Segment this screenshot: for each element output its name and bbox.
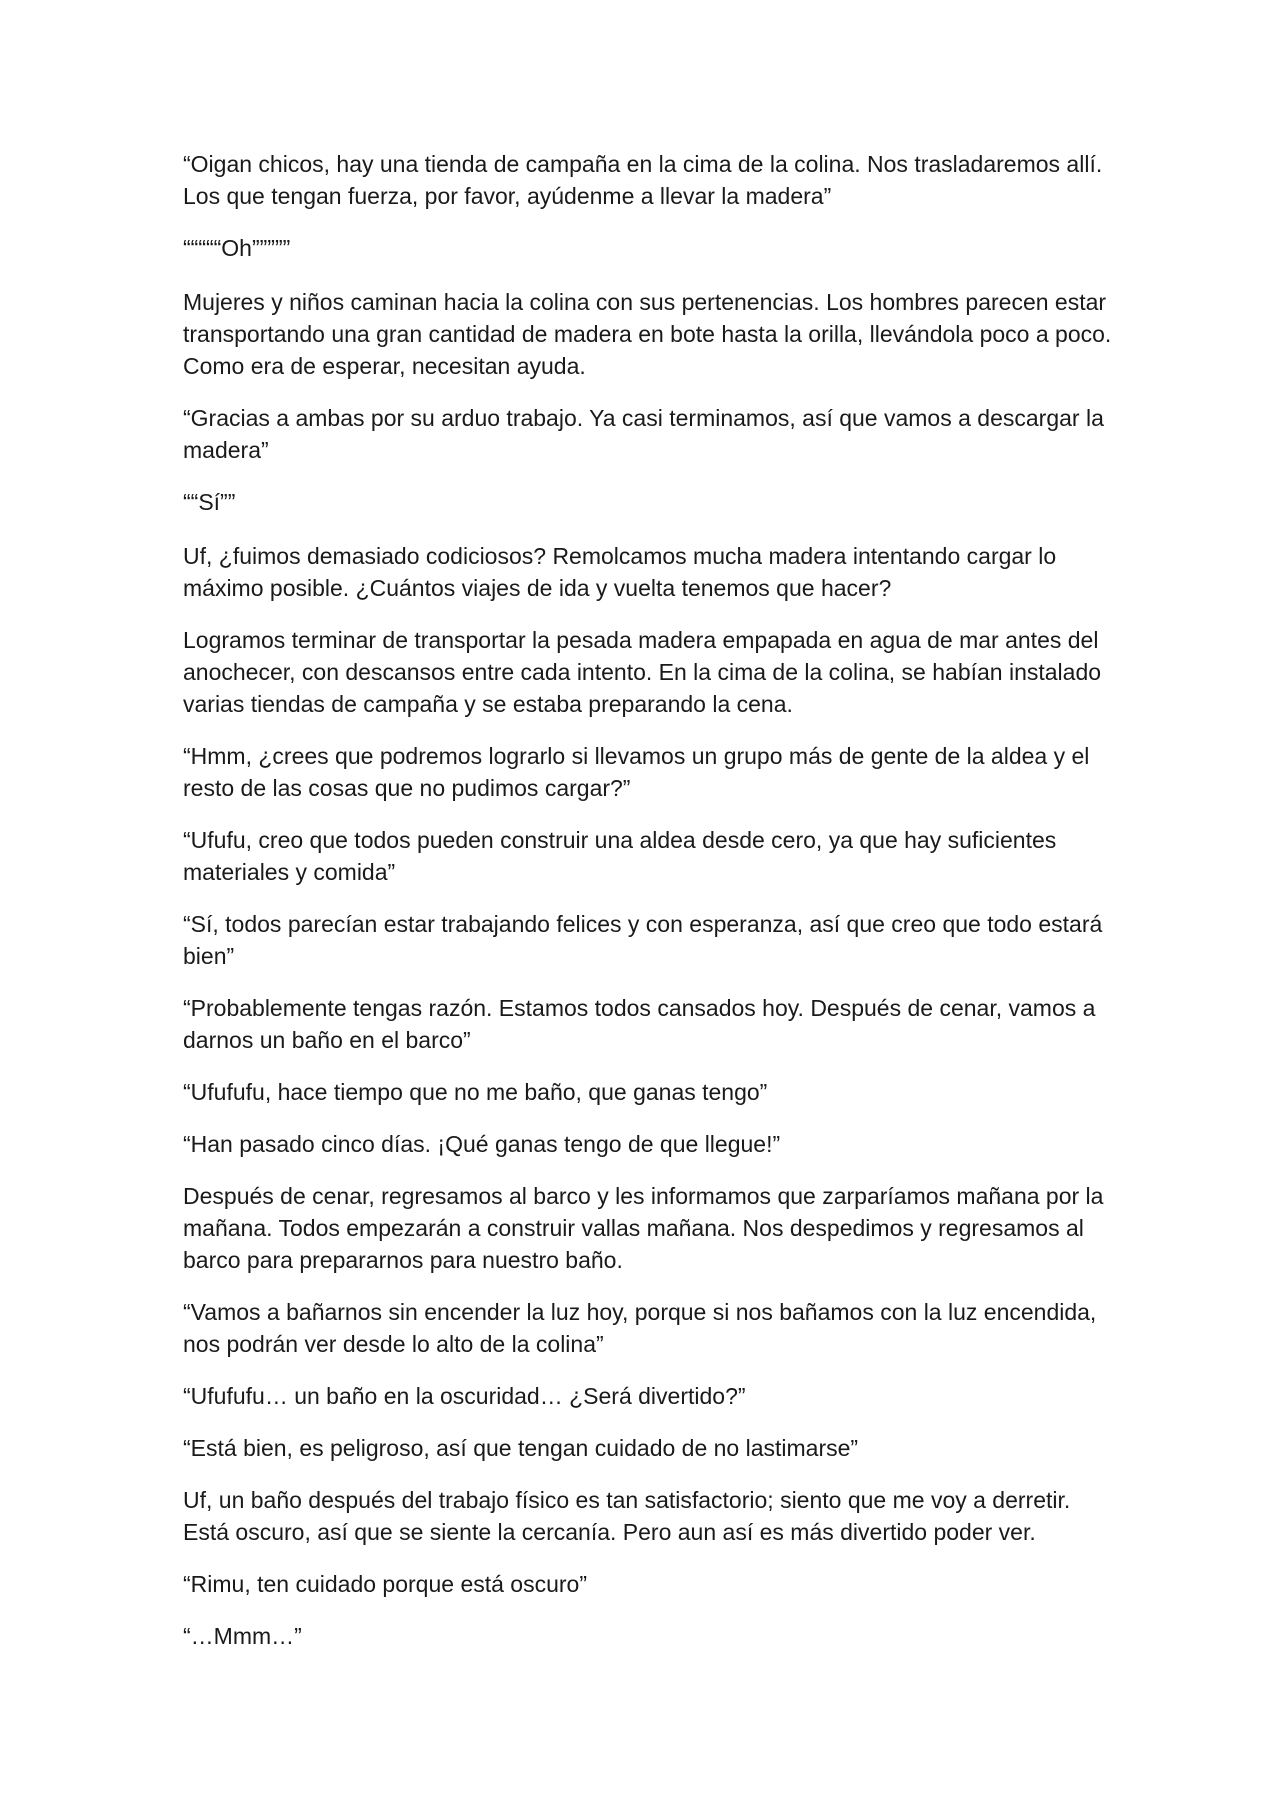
paragraph: “Hmm, ¿crees que podremos lograrlo si llevamos un grupo más de gente de la aldea y el resto de las cosas que no pudimos cargar?” xyxy=(183,743,1090,801)
paragraph: “Sí, todos parecían estar trabajando felices y con esperanza, así que creo que todo estará bien” xyxy=(183,911,1103,969)
paragraph: “Está bien, es peligroso, así que tengan cuidado de no lastimarse” xyxy=(183,1435,859,1461)
paragraph: Después de cenar, regresamos al barco y les informamos que zarparíamos mañana por la mañana. Todos empezarán a construir vallas mañana. Nos despedimos y regresamos al barco para prepararnos para nuestro baño. xyxy=(183,1183,1104,1273)
paragraph: “Oigan chicos, hay una tienda de campaña en la cima de la colina. Nos trasladaremos allí. Los que tengan fuerza, por favor, ayúdenme a llevar la madera” xyxy=(183,151,1103,209)
paragraph: “Han pasado cinco días. ¡Qué ganas tengo de que llegue!” xyxy=(183,1131,781,1157)
paragraph: “Rimu, ten cuidado porque está oscuro” xyxy=(183,1571,587,1597)
paragraph: “Probablemente tengas razón. Estamos todos cansados hoy. Después de cenar, vamos a darnos un baño en el barco” xyxy=(183,995,1096,1053)
paragraph: Uf, un baño después del trabajo físico es tan satisfactorio; siento que me voy a derretir. Está oscuro, así que se siente la cercanía. Pero aun así es más divertido poder ver. xyxy=(183,1487,1071,1545)
paragraph: Logramos terminar de transportar la pesada madera empapada en agua de mar antes del anochecer, con descansos entre cada intento. En la cima de la colina, se habían instalado varias tiendas de campaña y se estaba preparando la cena. xyxy=(183,627,1102,717)
paragraph: “““““Oh””””” xyxy=(183,235,291,261)
paragraph: “Gracias a ambas por su arduo trabajo. Ya casi terminamos, así que vamos a descargar la madera” xyxy=(183,405,1104,463)
paragraph: Mujeres y niños caminan hacia la colina con sus pertenencias. Los hombres parecen estar transportando una gran cantidad de madera en bote hasta la orilla, llevándola poco a poco. Como era de esperar, necesitan ayuda. xyxy=(183,289,1112,379)
paragraph: ““Sí”” xyxy=(183,489,236,515)
paragraph: “Ufufufu, hace tiempo que no me baño, que ganas tengo” xyxy=(183,1079,768,1105)
paragraph: “Ufufufu… un baño en la oscuridad… ¿Será divertido?” xyxy=(183,1383,746,1409)
paragraph: “Vamos a bañarnos sin encender la luz hoy, porque si nos bañamos con la luz encendida, nos podrán ver desde lo alto de la colina” xyxy=(183,1299,1097,1357)
paragraph: “…Mmm…” xyxy=(183,1623,302,1649)
paragraph: “Ufufu, creo que todos pueden construir una aldea desde cero, ya que hay suficientes materiales y comida” xyxy=(183,827,1057,885)
document-body xyxy=(183,148,1113,1672)
paragraph: Uf, ¿fuimos demasiado codiciosos? Remolcamos mucha madera intentando cargar lo máximo posible. ¿Cuántos viajes de ida y vuelta tenemos que hacer? xyxy=(183,543,1057,601)
